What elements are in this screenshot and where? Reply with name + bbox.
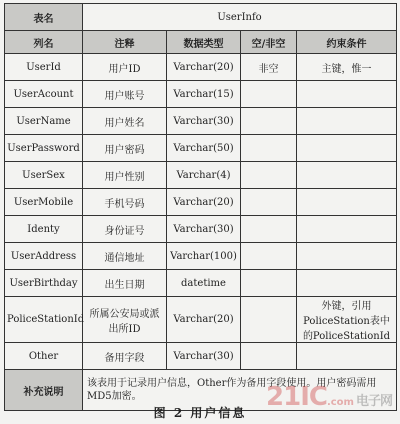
cell-constraint: [297, 135, 397, 162]
cell-comment: 用户账号: [83, 81, 167, 108]
cell-constraint: [297, 162, 397, 189]
column-header-row: [5, 31, 397, 54]
cell-column-name: UserId: [5, 54, 83, 81]
table-row: [5, 162, 397, 189]
header-data-type: 数据类型: [167, 31, 241, 54]
table-row: [5, 108, 397, 135]
table-row: [5, 297, 397, 343]
watermark-main: 21IC: [266, 382, 327, 412]
cell-nullable: [241, 216, 297, 243]
cell-comment: 所属公安局或派出所ID: [83, 297, 167, 343]
cell-comment: 用户姓名: [83, 108, 167, 135]
cell-comment: 出生日期: [83, 270, 167, 297]
cell-data-type: datetime: [167, 270, 241, 297]
cell-data-type: Varchar(30): [167, 216, 241, 243]
table-name-value: UserInfo: [83, 4, 397, 31]
cell-comment: 手机号码: [83, 189, 167, 216]
cell-column-name: UserAddress: [5, 243, 83, 270]
user-info-table-container: [4, 3, 396, 411]
user-info-table: [4, 3, 397, 411]
cell-column-name: UserMobile: [5, 189, 83, 216]
cell-nullable: 非空: [241, 54, 297, 81]
cell-constraint: [297, 108, 397, 135]
header-nullable: 空/非空: [241, 31, 297, 54]
note-label: 补充说明: [5, 370, 83, 411]
table-row: [5, 189, 397, 216]
table-name-label: 表名: [5, 4, 83, 31]
cell-data-type: Varchar(20): [167, 54, 241, 81]
table-row: [5, 270, 397, 297]
table-row: [5, 216, 397, 243]
table-row: [5, 54, 397, 81]
cell-data-type: Varchar(30): [167, 343, 241, 370]
cell-column-name: UserName: [5, 108, 83, 135]
cell-comment: 用户ID: [83, 54, 167, 81]
cell-column-name: PoliceStationId: [5, 297, 83, 343]
header-constraint: 约束条件: [297, 31, 397, 54]
note-text: 该表用于记录用户信息，Other作为备用字段使用。用户密码需用MD5加密。: [83, 370, 397, 411]
watermark-sub: .com: [326, 397, 354, 408]
cell-comment: 用户性别: [83, 162, 167, 189]
table-row: [5, 81, 397, 108]
cell-comment: 身份证号: [83, 216, 167, 243]
cell-constraint: [297, 270, 397, 297]
cell-data-type: Varchar(15): [167, 81, 241, 108]
cell-column-name: UserAcount: [5, 81, 83, 108]
cell-nullable: [241, 270, 297, 297]
cell-comment: 通信地址: [83, 243, 167, 270]
cell-column-name: Identy: [5, 216, 83, 243]
watermark-cn: 电子网: [355, 394, 392, 409]
cell-data-type: Varchar(4): [167, 162, 241, 189]
cell-constraint: [297, 243, 397, 270]
cell-nullable: [241, 108, 297, 135]
table-row: [5, 343, 397, 370]
cell-comment: 用户密码: [83, 135, 167, 162]
cell-data-type: Varchar(20): [167, 189, 241, 216]
figure-caption: 图 2 用户信息: [153, 406, 247, 420]
cell-data-type: Varchar(30): [167, 108, 241, 135]
header-comment: 注释: [83, 31, 167, 54]
table-title-row: [5, 4, 397, 31]
cell-column-name: UserPassword: [5, 135, 83, 162]
cell-constraint: 主键，惟一: [297, 54, 397, 81]
cell-data-type: Varchar(50): [167, 135, 241, 162]
cell-column-name: UserSex: [5, 162, 83, 189]
header-column-name: 列名: [5, 31, 83, 54]
cell-column-name: Other: [5, 343, 83, 370]
table-row: [5, 135, 397, 162]
cell-nullable: [241, 135, 297, 162]
cell-nullable: [241, 297, 297, 343]
cell-data-type: Varchar(100): [167, 243, 241, 270]
cell-constraint: [297, 216, 397, 243]
cell-column-name: UserBirthday: [5, 270, 83, 297]
cell-nullable: [241, 343, 297, 370]
table-row: [5, 243, 397, 270]
site-watermark-logo: [266, 382, 392, 412]
cell-constraint: [297, 343, 397, 370]
cell-nullable: [241, 189, 297, 216]
cell-constraint: [297, 81, 397, 108]
cell-constraint: 外键，引用PoliceStation表中的PoliceStationId: [297, 297, 397, 343]
cell-nullable: [241, 243, 297, 270]
cell-nullable: [241, 81, 297, 108]
cell-comment: 备用字段: [83, 343, 167, 370]
cell-data-type: Varchar(20): [167, 297, 241, 343]
cell-nullable: [241, 162, 297, 189]
cell-constraint: [297, 189, 397, 216]
